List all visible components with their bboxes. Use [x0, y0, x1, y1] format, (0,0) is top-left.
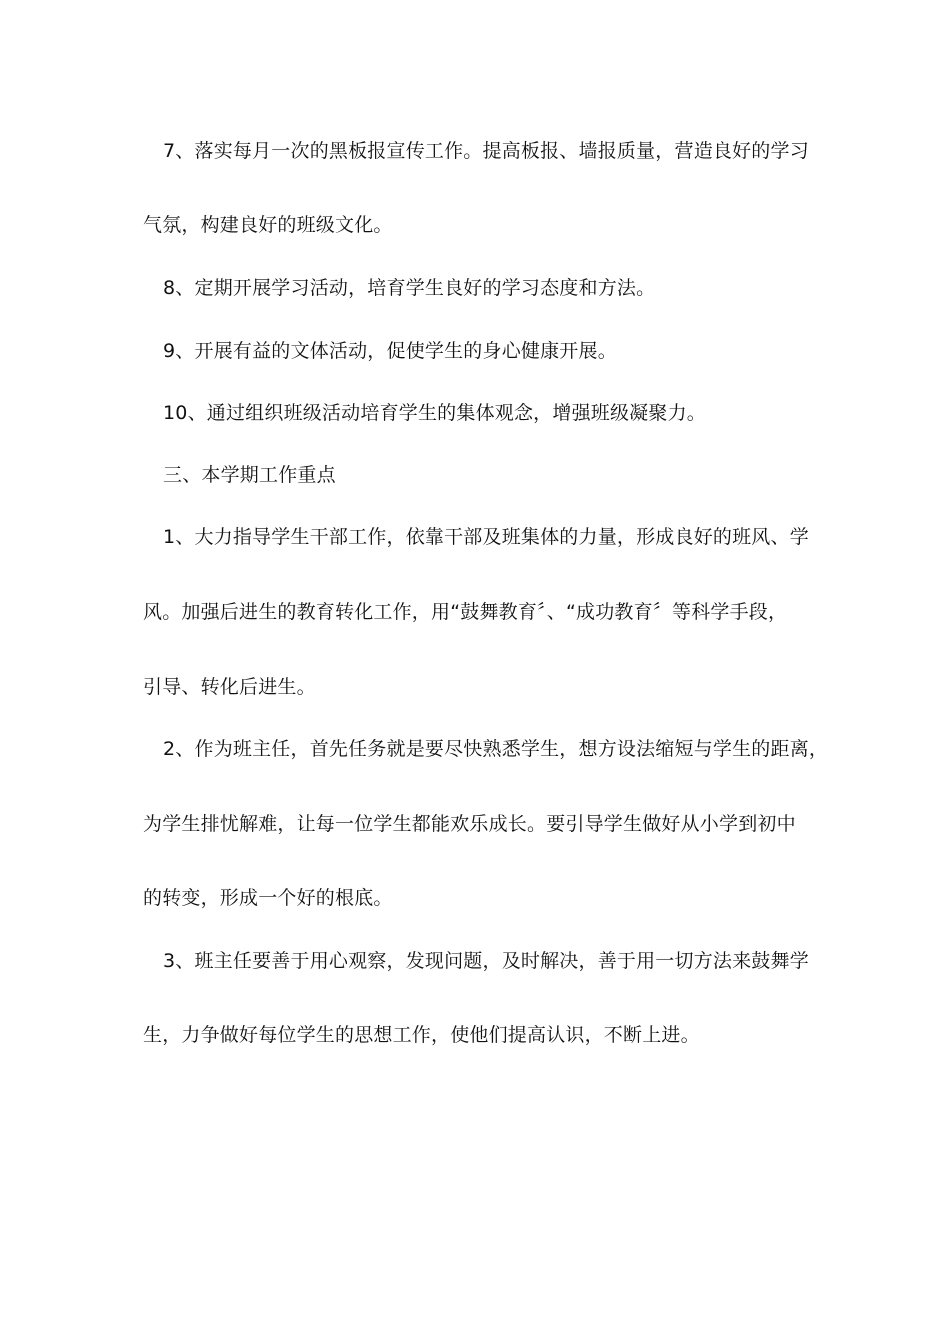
paragraph-10: 10、通过组织班级活动培育学生的集体观念，增强班级凝聚力。 — [163, 402, 706, 424]
focus-1-line-1: 1、大力指导学生干部工作，依靠干部及班集体的力量，形成良好的班风、学 — [163, 526, 809, 548]
focus-2-line-2: 为学生排忧解难，让每一位学生都能欢乐成长。要引导学生做好从小学到初中 — [143, 813, 796, 835]
focus-3-line-1: 3、班主任要善于用心观察，发现问题，及时解决，善于用一切方法来鼓舞学 — [163, 950, 809, 972]
section-heading: 三、本学期工作重点 — [163, 464, 336, 486]
paragraph-7-line-1: 7、落实每月一次的黑板报宣传工作。提高板报、墙报质量，营造良好的学习 — [163, 140, 809, 162]
focus-2-line-3: 的转变，形成一个好的根底。 — [143, 887, 393, 909]
paragraph-9: 9、开展有益的文体活动，促使学生的身心健康开展。 — [163, 340, 617, 362]
focus-2-line-1: 2、作为班主任，首先任务就是要尽快熟悉学生，想方设法缩短与学生的距离， — [163, 738, 829, 760]
paragraph-7-line-2: 气氛，构建良好的班级文化。 — [143, 214, 393, 236]
focus-1-line-3: 引导、转化后进生。 — [143, 676, 316, 698]
focus-1-line-2: 风。加强后进生的教育转化工作，用“鼓舞教育〞、“成功教育〞等科学手段， — [143, 601, 788, 623]
focus-3-line-2: 生，力争做好每位学生的思想工作，使他们提高认识，不断上进。 — [143, 1024, 700, 1046]
paragraph-8: 8、定期开展学习活动，培育学生良好的学习态度和方法。 — [163, 277, 656, 299]
